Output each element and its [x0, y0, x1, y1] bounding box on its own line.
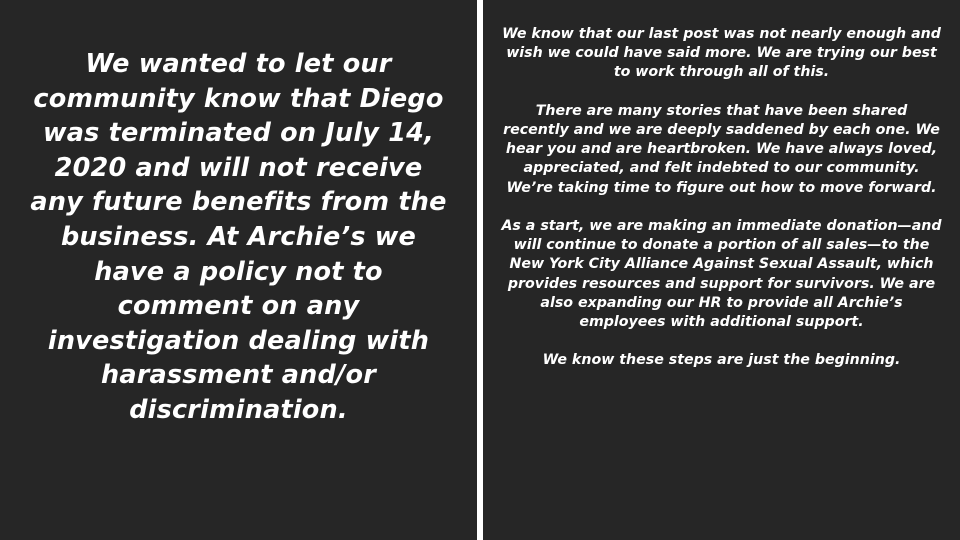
statement-paragraph: There are many stories that have been shared recently and we are deeply saddened by each one. We hear you and are heartbroken. We have always loved, appreciated, and felt indebted to our community. We’re taking time to figure out how to move forward. — [503, 102, 940, 196]
follow-up-statement — [501, 25, 942, 371]
termination-statement: We wanted to let our community know that Diego was terminated on July 14, 2020 and will not receive any future benefits from the business. At Archie’s we have a policy not to comment on any investigation dealing with harassment and/or discrimination. — [30, 49, 447, 425]
statement-paragraph: As a start, we are making an immediate donation—and will continue to donate a portion of all sales—to the New York City Alliance Against Sexual Assault, which provides resources and support for survivors. We are also expanding our HR to provide all Archie’s employees with additional support. — [501, 218, 942, 331]
story-panel-right — [483, 0, 960, 540]
story-panel-left — [0, 0, 477, 540]
statement-paragraph: We know these steps are just the beginning. — [542, 352, 901, 369]
statement-paragraph: We know that our last post was not nearly enough and wish we could have said more. We are trying our best to work through all of this. — [502, 26, 941, 81]
